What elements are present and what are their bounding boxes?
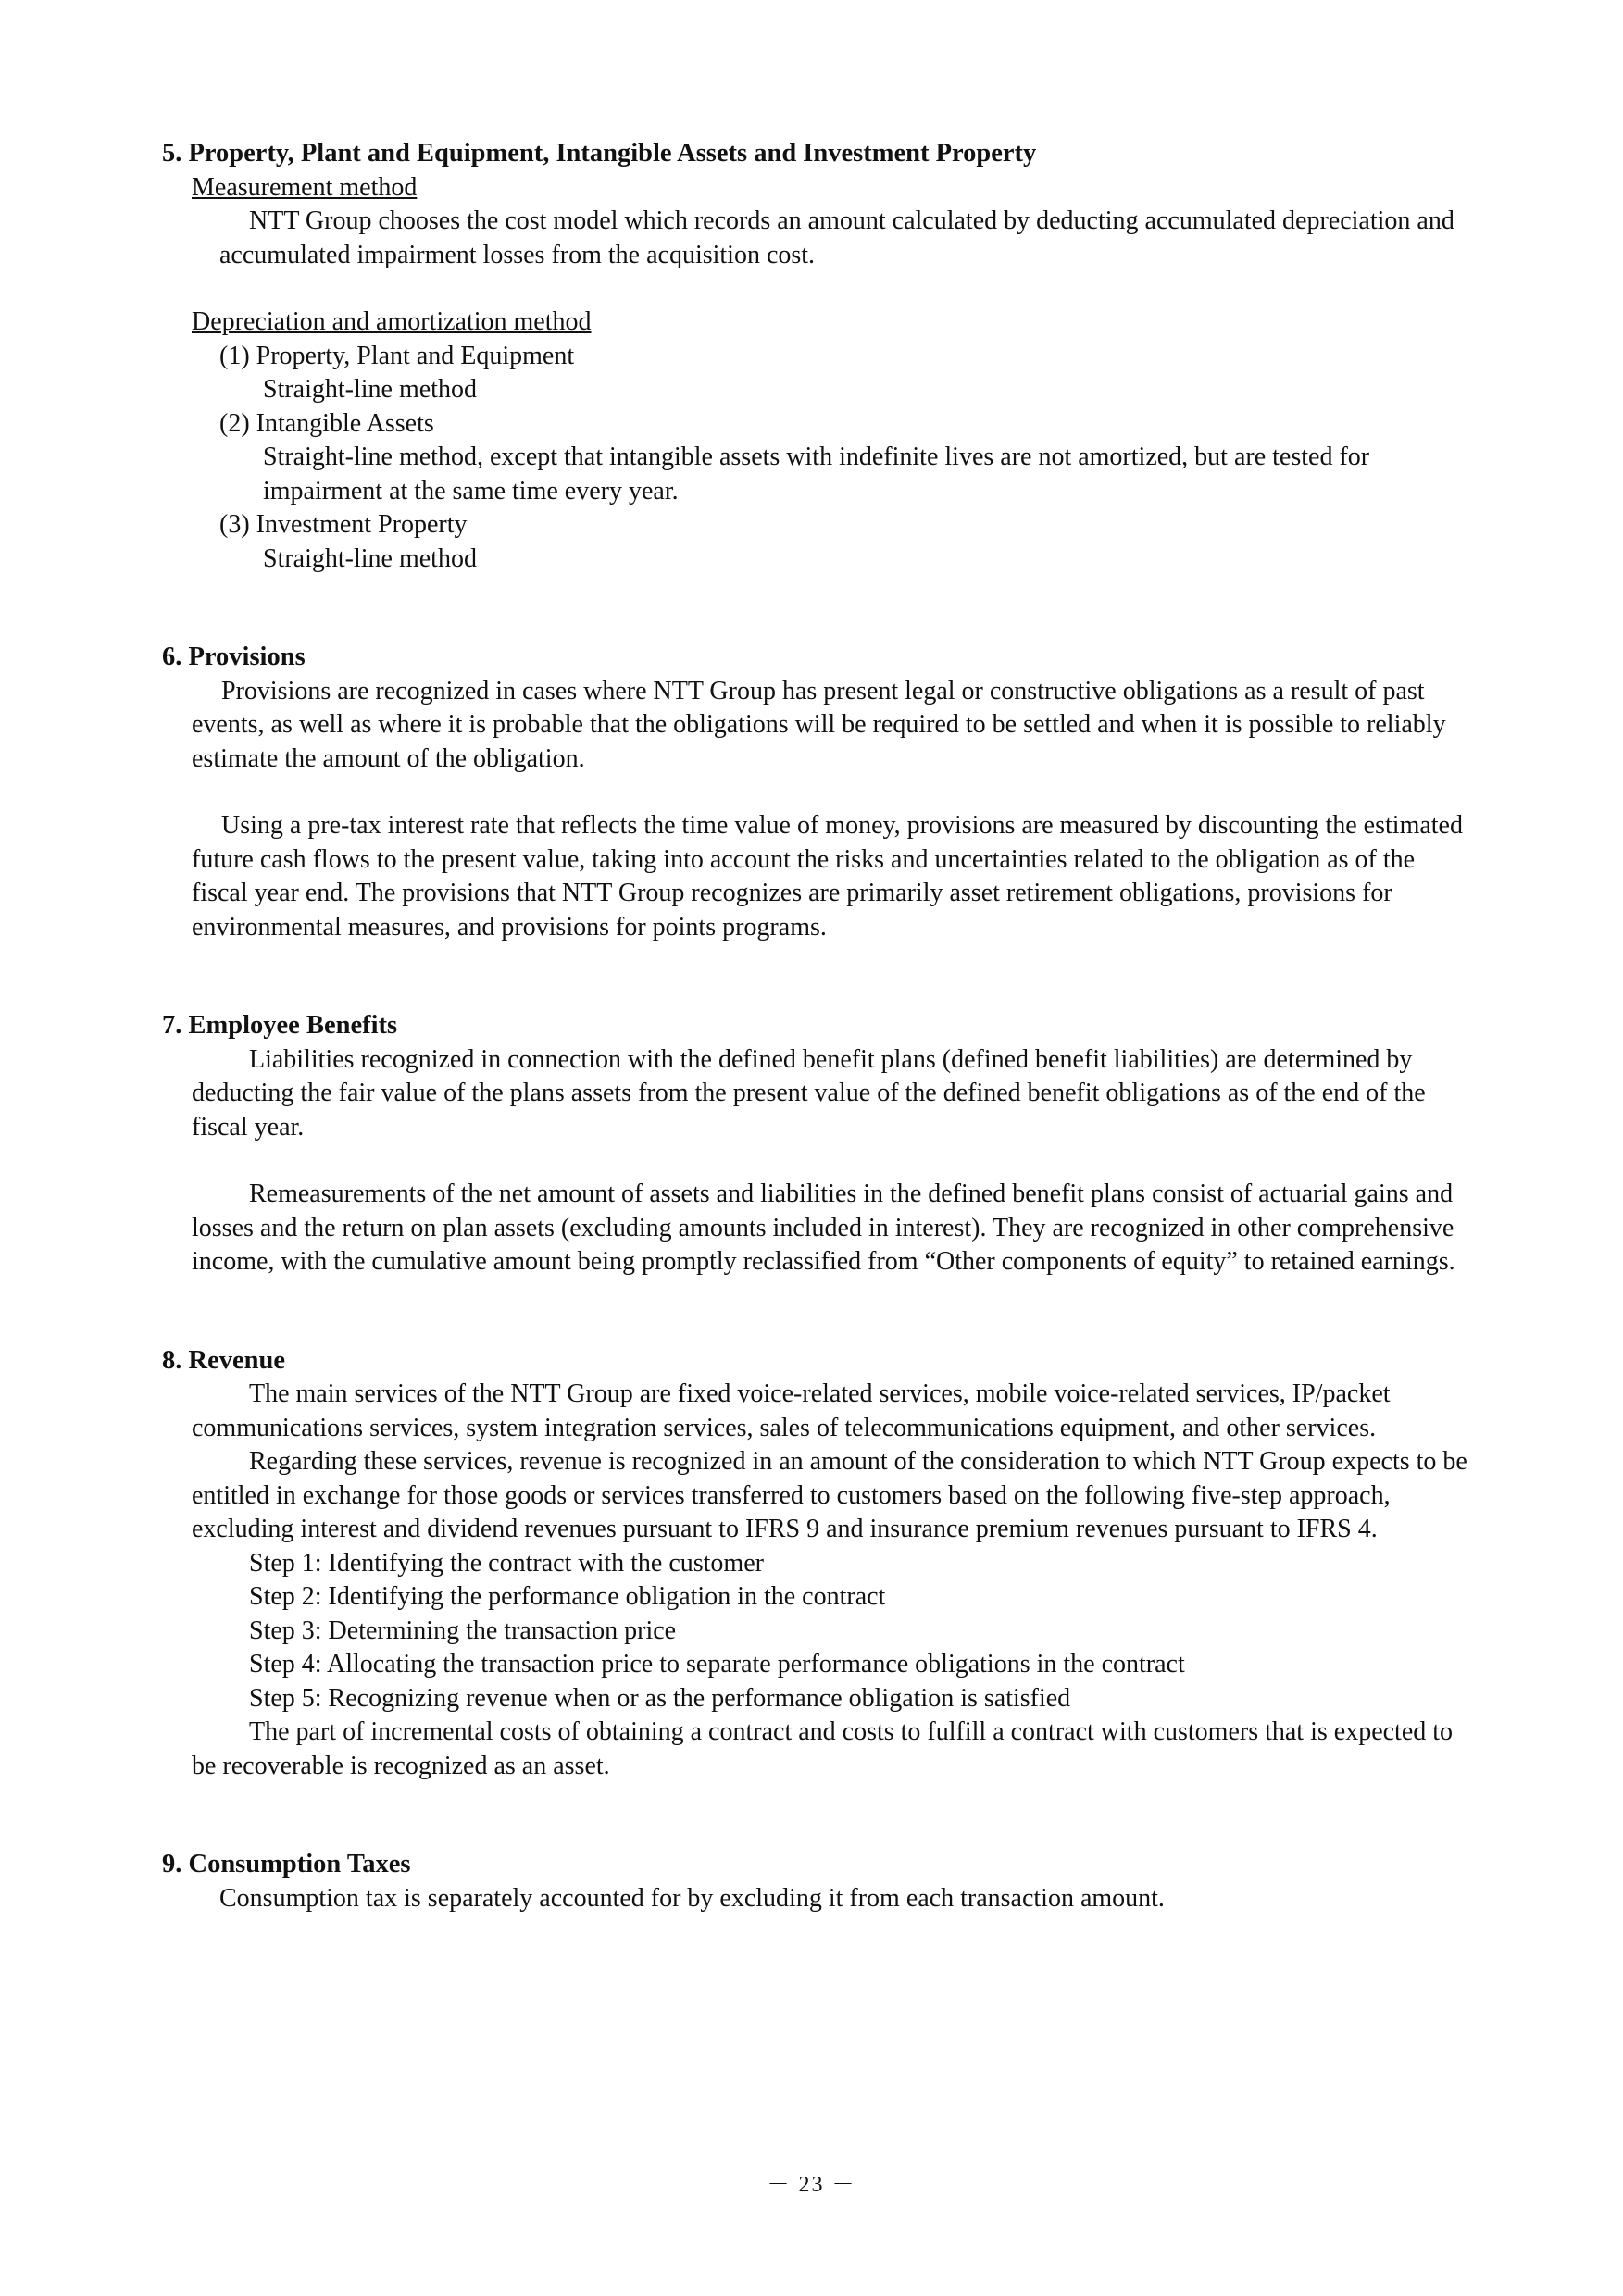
item-label-investment: (3) Investment Property xyxy=(219,510,468,539)
subheading-measurement-method: Measurement method xyxy=(192,172,418,202)
consumption-taxes-paragraph: Consumption tax is separately accounted for by excluding it from each transaction amount. xyxy=(219,1883,1165,1913)
revenue-step-2: Step 2: Identifying the performance obligation in the contract xyxy=(249,1582,886,1611)
revenue-step-3: Step 3: Determining the transaction price xyxy=(249,1616,677,1645)
revenue-step-5: Step 5: Recognizing revenue when or as the performance obligation is satisfied xyxy=(249,1683,1071,1713)
section-heading-provisions: 6. Provisions xyxy=(162,643,306,671)
revenue-step-1: Step 1: Identifying the contract with the customer xyxy=(249,1548,764,1578)
item-text-intangible: Straight-line method, except that intangible assets with indefinite lives are not amortized, but are tested for impairment at the same time every year. xyxy=(263,443,1370,505)
item-label-ppe: (1) Property, Plant and Equipment xyxy=(219,341,575,370)
revenue-paragraph-1: The main services of the NTT Group are fixed voice-related services, mobile voice-related services, IP/packet communications services, system integration services, sales of telecommunications equipment, and other services. xyxy=(192,1379,1391,1442)
item-label-intangible: (2) Intangible Assets xyxy=(219,408,434,438)
item-text-ppe: Straight-line method xyxy=(263,375,477,404)
revenue-step-4: Step 4: Allocating the transaction price to separate performance obligations in the contract xyxy=(249,1650,1185,1678)
section-employee-benefits xyxy=(162,1009,1477,1279)
document-page xyxy=(162,137,1477,1915)
measurement-paragraph: NTT Group chooses the cost model which records an amount calculated by deducting accumulated depreciation and accumulated impairment losses from the acquisition cost. xyxy=(219,206,1454,269)
page-number: － 23 － xyxy=(767,2173,856,2197)
section-heading-revenue: 8. Revenue xyxy=(162,1345,285,1375)
employee-benefits-paragraph-2: Remeasurements of the net amount of assets and liabilities in the defined benefit plans consist of actuarial gains and losses and the return on plan assets (excluding amounts included in interest). They are recognized in other comprehensive income, with the cumulative amount being promptly reclassified from “Other components of equity” to retained earnings. xyxy=(192,1179,1455,1276)
provisions-paragraph-2: Using a pre-tax interest rate that reflects the time value of money, provisions are measured by discounting the estimated future cash flows to the present value, taking into account the risks and uncertainties related to the obligation as of the fiscal year end. The provisions that NTT Group recognizes are primarily asset retirement obligations, provisions for environmental measures, and provisions for points programs. xyxy=(192,811,1463,942)
section-revenue xyxy=(162,1344,1477,1784)
section-heading-employee-benefits: 7. Employee Benefits xyxy=(162,1011,398,1040)
revenue-paragraph-2: Regarding these services, revenue is recognized in an amount of the consideration to which NTT Group expects to be entitled in exchange for those goods or services transferred to customers based on the following five-step approach, excluding interest and dividend revenues pursuant to IFRS 9 and insurance premium revenues pursuant to IFRS 4. xyxy=(192,1447,1467,1543)
section-consumption-taxes xyxy=(162,1848,1477,1915)
section-heading-ppe: 5. Property, Plant and Equipment, Intangible Assets and Investment Property xyxy=(162,139,1037,168)
section-heading-consumption-taxes: 9. Consumption Taxes xyxy=(162,1850,411,1878)
subheading-depreciation-method: Depreciation and amortization method xyxy=(192,307,592,336)
section-provisions xyxy=(162,641,1477,944)
provisions-paragraph-1: Provisions are recognized in cases where NTT Group has present legal or constructive obligations as a result of past events, as well as where it is probable that the obligations will be required to be settled and when it is possible to reliably estimate the amount of the obligation. xyxy=(192,676,1446,773)
employee-benefits-paragraph-1: Liabilities recognized in connection with the defined benefit plans (defined benefit liabilities) are determined by deducting the fair value of the plans assets from the present value of the defined benefit obligations as of the end of the fiscal year. xyxy=(192,1044,1426,1142)
item-text-investment: Straight-line method xyxy=(263,543,477,573)
revenue-paragraph-3: The part of incremental costs of obtaining a contract and costs to fulfill a contract with customers that is expected to be recoverable is recognized as an asset. xyxy=(192,1717,1454,1780)
section-ppe xyxy=(162,137,1477,576)
